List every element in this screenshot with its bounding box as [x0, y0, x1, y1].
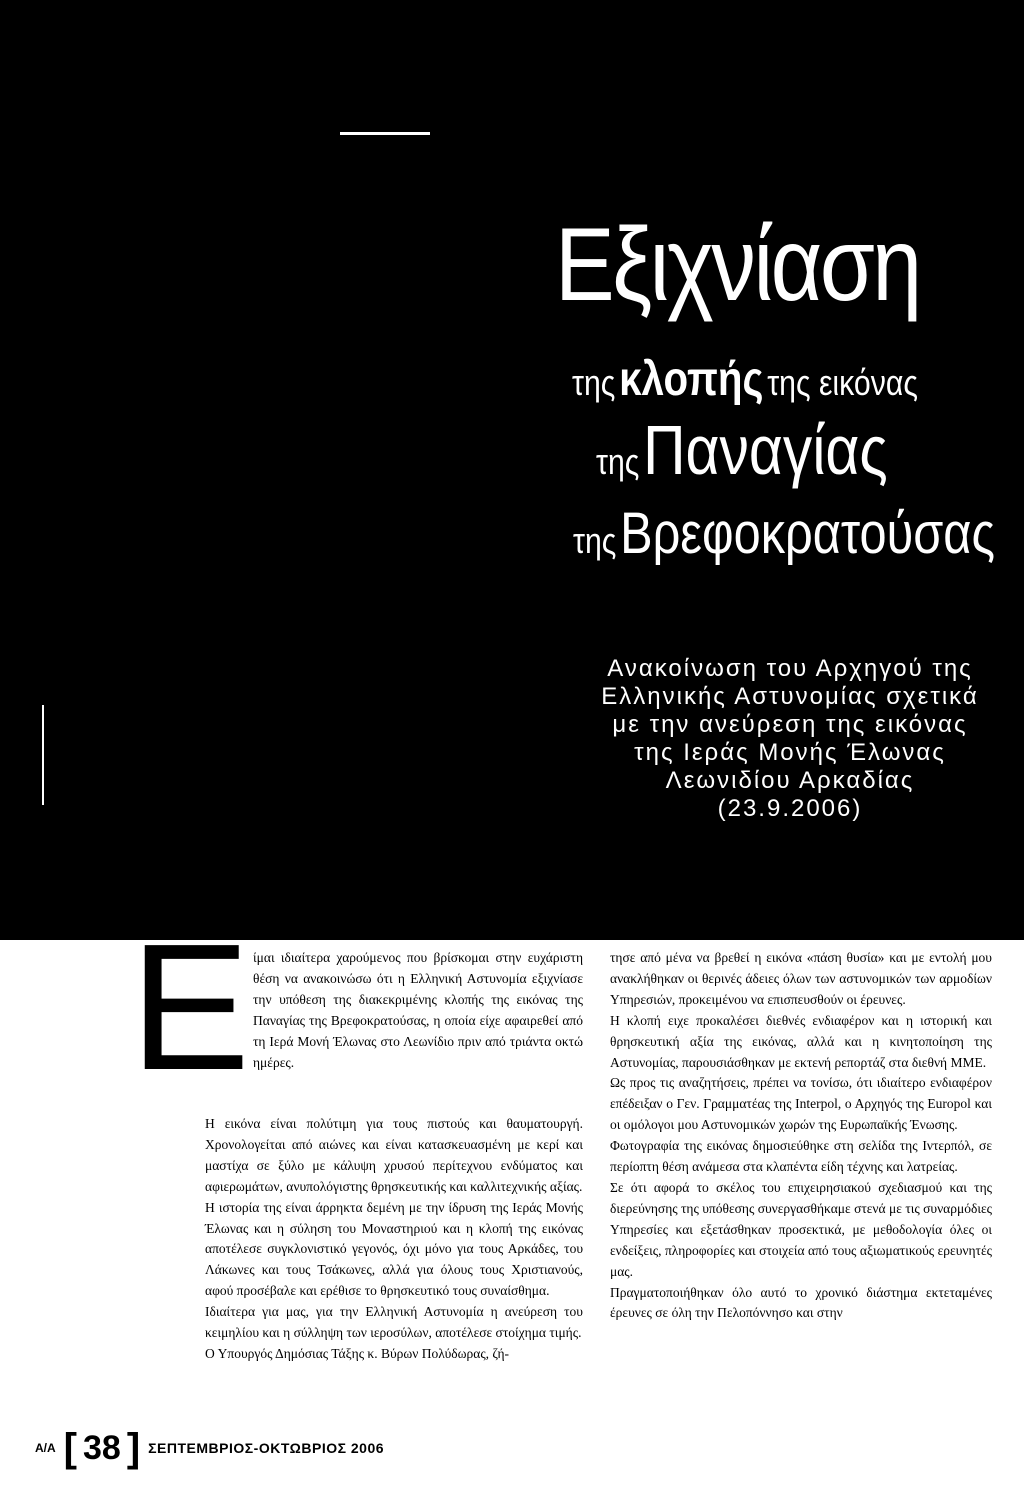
article-paragraph: ίμαι ιδιαίτερα χαρούμενος που βρίσκομαι στην ευχάριστη θέση να ανακοινώσω ότι η Ελληνική Αστυνομία εξιχνίασε την υπόθεση της διακεκριμένης κλοπής της εικόνας της Παναγίας της Βρεφοκρατούσας, η οποία είχε αφαιρεθεί από τη Ιερά Μονή Έλωνας στο Λεωνίδιο πριν από τριάντα οκτώ ημέρες.: [253, 950, 583, 1070]
decorative-vertical-line: [42, 705, 44, 805]
article-paragraph: Η εικόνα είναι πολύτιμη για τους πιστούς και θαυματουργή. Χρονολογείται από αιώνες και είναι κατασκευασμένη με κερί και μαστίχα σε ξύλο με κάλυψη χρυσού περίτεχνου ενδύματος και αφιερωμάτων, ανυπολόγιστης θρησκευτικής και καλλιτεχνικής αξίας.: [205, 1116, 583, 1194]
issue-date: ΣΕΠΤΕΜΒΡΙΟΣ-ΟΚΤΩΒΡΙΟΣ 2006: [148, 1440, 385, 1456]
headline-word: της: [572, 362, 616, 403]
headline-line-1: [572, 352, 918, 407]
intro-subheading: [580, 655, 1000, 823]
page-bracket-close: ]: [126, 1426, 141, 1470]
page-footer: [35, 1428, 384, 1468]
article-paragraph: τησε από μένα να βρεθεί η εικόνα «πάση θυσία» και με εντολή μου ανακλήθηκαν οι θερινές άδειες όλων των αστυνομικών των αρμοδίων Υπηρεσιών, προκειμένου να επισπευσθούν οι έρευνες.: [610, 950, 992, 1007]
headline-line-3: [573, 500, 995, 567]
intro-line: της Ιεράς Μονής Έλωνας: [634, 739, 946, 766]
intro-line: Ανακοίνωση του Αρχηγού της: [607, 655, 973, 682]
headline-word: της εικόνας: [767, 362, 918, 403]
intro-line: (23.9.2006): [717, 795, 863, 822]
article-column-right: [610, 948, 992, 1324]
headline-word: Βρεφοκρατούσας: [620, 501, 995, 566]
article-paragraph: Σε ότι αφορά το σκέλος του επιχειρησιακού σχεδιασμού και της διερεύνησης της υπόθεσης συνεργασθήκαμε στενά με τις συναρμόδιες Υπηρεσίες και εξετάσθηκαν προσεκτικά, με μεθοδολογία όλες οι ενδείξεις, πληροφορίες και στοιχεία από τους αξιωματικούς ερευνητές μας.: [610, 1179, 992, 1279]
article-paragraph: Φωτογραφία της εικόνας δημοσιεύθηκε στη σελίδα της Ιντερπόλ, σε περίοπτη θέση ανάμεσα στα κλαπέντα είδη τέχνης και λατρείας.: [610, 1138, 992, 1175]
headline-word: κλοπής: [619, 353, 764, 406]
drop-cap-letter: Ε: [130, 907, 251, 1108]
article-column-left-top: [253, 948, 583, 1073]
headline-word: Παναγίας: [643, 411, 888, 489]
article-paragraph: Ως προς τις αναζητήσεις, πρέπει να τονίσω, ότι ιδιαίτερο ενδιαφέρον επέδειξαν ο Γεν. Γραμματέας της Interpol, ο Αρχηγός της Europol και οι ομόλογοι μου Αστυνομικών χωρών της Ευρωπαϊκής Ένωσης.: [610, 1075, 992, 1133]
intro-line: Λεωνιδίου Αρκαδίας: [665, 767, 915, 794]
article-paragraph: Ο Υπουργός Δημόσιας Τάξης κ. Βύρων Πολύδωρας, ζή-: [205, 1345, 510, 1361]
headline-word: της: [596, 441, 640, 482]
intro-line: Ελληνικής Αστυνομίας σχετικά: [601, 683, 979, 710]
article-paragraph: Η ιστορία της είναι άρρηκτα δεμένη με την ίδρυση της Ιεράς Μονής Έλωνας και η σύληση του Μοναστηριού και η κλοπή της εικόνας αποτέλεσε συγκλονιστικό γεγονός, όχι μόνο για τους Αρκάδες, του Λάκωνες και τους Τσάκωνες, αλλά για όλους τους Χριστιανούς, αφού προσέβαλε και ερέθισε το θρησκευτικό τους συναίσθημα.: [205, 1199, 583, 1299]
article-paragraph: Ιδιαίτερα για μας, για την Ελληνική Αστυνομία η ανεύρεση του κειμηλίου και η σύλληψη των ιεροσύλων, αποτέλεσε στοίχημα τιμής.: [205, 1304, 583, 1341]
page-number: 38: [83, 1428, 121, 1467]
article-column-left: [205, 1114, 583, 1365]
page-bracket-open: [: [63, 1426, 77, 1470]
article-paragraph: Πραγματοποιήθηκαν όλο αυτό το χρονικό διάστημα εκτεταμένες έρευνες σε όλη την Πελοπόννησο και στην: [610, 1284, 992, 1321]
article-paragraph: Η κλοπή ειχε προκαλέσει διεθνές ενδιαφέρον και η ιστορική και θρησκευτική αξία της εικόνας, αλλά και η κινητοποίηση της Αστυνομίας, παρουσιάσθηκαν με εκτενή ρεπορτάζ στα διεθνή ΜΜΕ.: [610, 1012, 992, 1070]
headline-line-2: [596, 410, 888, 490]
decorative-rule: [340, 132, 430, 135]
magazine-brand: Α/Α: [35, 1441, 56, 1455]
headline-word: της: [573, 520, 617, 561]
headline-title: Εξιχνίαση: [555, 207, 920, 323]
intro-line: με την ανεύρεση της εικόνας: [612, 711, 968, 738]
